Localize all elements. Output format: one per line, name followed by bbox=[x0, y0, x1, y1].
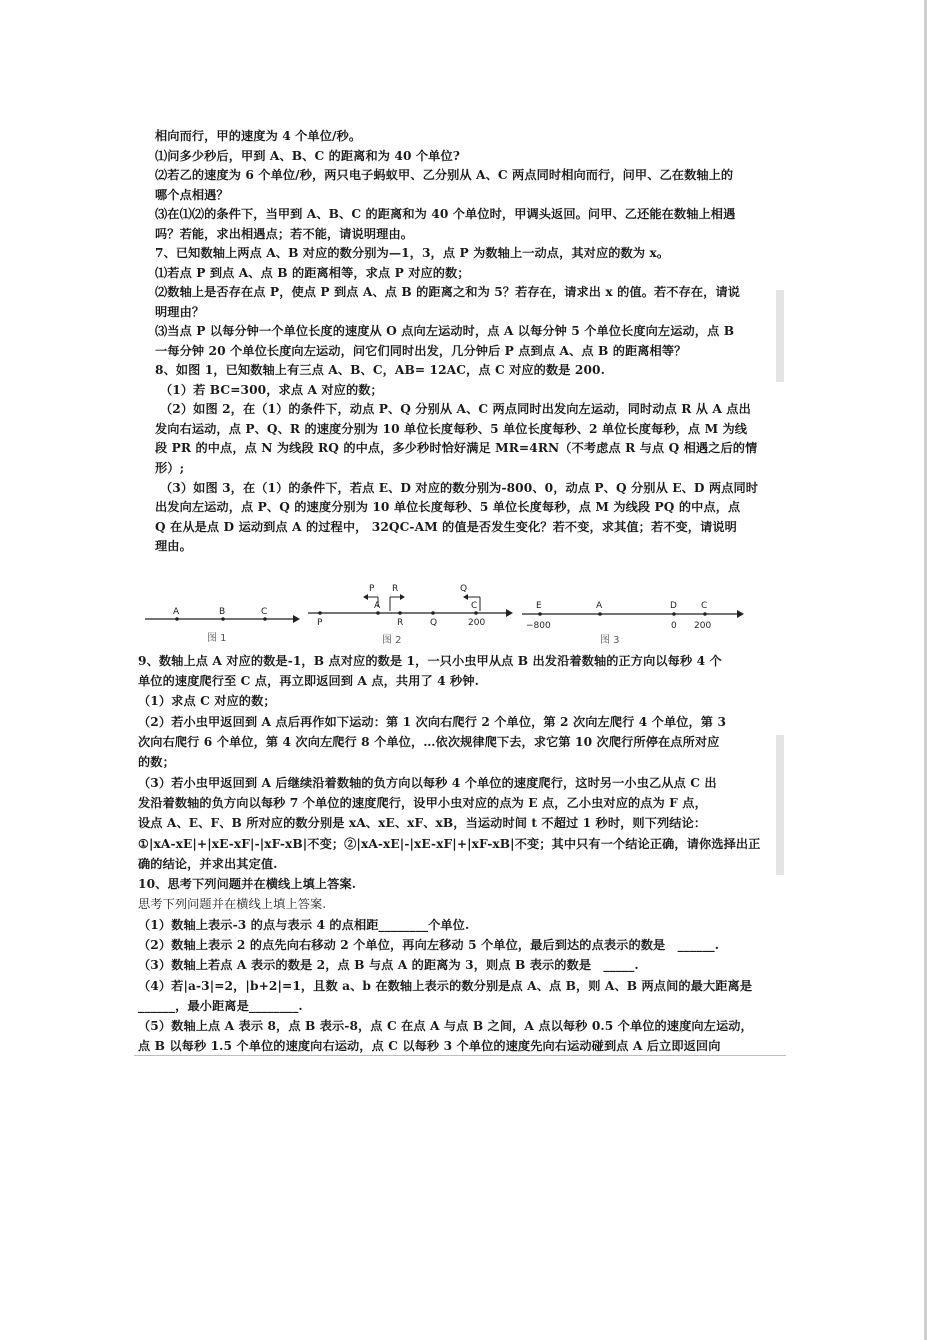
text-line: 哪个点相遇？ bbox=[155, 188, 229, 202]
label-minus-800: −800 bbox=[526, 621, 551, 631]
text-line: （4）若|a-3|=2，|b+2|=1，且数 a、b 在数轴上表示的数分别是点 A、点 B，则 A、B 两点间的最大距离是 bbox=[138, 979, 753, 993]
text-line: 单位的速度爬行至 C 点，再立即返回到 A 点，共用了 4 秒钟. bbox=[138, 674, 479, 688]
text-line: ⑶在⑴⑵的条件下，当甲到 A、B、C 的距离和为 40 个单位时，甲调头返回。问甲、乙还能在数轴上相遇 bbox=[155, 207, 736, 221]
divider bbox=[134, 1055, 786, 1056]
label-r: R bbox=[397, 618, 404, 628]
label-p-arrow: P bbox=[369, 584, 375, 594]
text-line: 点 B 以每秒 1.5 个单位的速度向右运动，点 C 以每秒 3 个单位的速度先向右运动碰到点 A 后立即返回向 bbox=[138, 1039, 721, 1053]
point-a bbox=[376, 611, 380, 615]
text-line: （1）求点 C 对应的数； bbox=[138, 694, 276, 708]
text-line: 一每分钟 20 个单位长度向左运动，问它们同时出发，几分钟后 P 点到点 A、点 B 的距离相等？ bbox=[155, 344, 687, 358]
text-line: （2）若小虫甲返回到 A 点后再作如下运动：第 1 次向右爬行 2 个单位，第 2 次向左爬行 4 个单位，第 3 bbox=[138, 715, 727, 729]
text-line: （3）若小虫甲返回到 A 后继续沿着数轴的负方向以每秒 4 个单位的速度爬行，这时另一小虫乙从点 C 出 bbox=[138, 776, 717, 790]
point-c bbox=[703, 612, 707, 616]
text-line: （3）如图 3，在（1）的条件下，若点 E、D 对应的数分别为-800、0，动点 P、Q 分别从 E、D 两点同时 bbox=[160, 481, 759, 495]
label-b: B bbox=[219, 607, 226, 617]
text-line: 8、如图 1，已知数轴上有三点 A、B、C，AB= 12AC，点 C 对应的数是 200. bbox=[155, 363, 605, 377]
text-line: 形）; bbox=[155, 461, 185, 475]
text-line: （2）数轴上表示 2 的点先向右移动 2 个单位，再向左移动 5 个单位，最后到达的点表示的数是 ______. bbox=[138, 938, 720, 952]
text-line: 发向右运动，点 P、Q、R 的速度分别为 10 单位长度每秒、5 单位长度每秒、2 单位长度每秒，点 M 为线 bbox=[155, 422, 748, 436]
text-line: （1）若 BC=300，求点 A 对应的数； bbox=[160, 383, 383, 397]
text-line: 相向而行，甲的速度为 4 个单位/秒。 bbox=[155, 129, 362, 143]
label-c: C bbox=[471, 601, 478, 611]
text-line: ⑵若乙的速度为 6 个单位/秒，两只电子蚂蚁甲、乙分别从 A、C 两点同时相向而行，问甲、乙在数轴上的 bbox=[155, 168, 734, 182]
text-line: 明理由？ bbox=[155, 305, 205, 319]
text-line: 9、数轴上点 A 对应的数是-1，B 点对应的数是 1，一只小虫甲从点 B 出发沿着数轴的正方向以每秒 4 个 bbox=[138, 654, 722, 668]
label-200: 200 bbox=[468, 618, 486, 628]
point-c bbox=[263, 617, 267, 621]
point-a bbox=[175, 617, 179, 621]
label-e: E bbox=[536, 601, 542, 611]
text-line: （2）如图 2，在（1）的条件下，动点 P、Q 分别从 A、C 两点同时出发向左运动，同时动点 R 从 A 点出 bbox=[160, 402, 751, 416]
point-r bbox=[398, 611, 402, 615]
text-line: ⑴问多少秒后，甲到 A、B、C 的距离和为 40 个单位? bbox=[155, 149, 460, 163]
text-line: （1）数轴上表示-3 的点与表示 4 的点相距________个单位. bbox=[138, 918, 470, 932]
text-line: 思考下列问题并在横线上填上答案. bbox=[138, 897, 327, 911]
text-line: 的数； bbox=[138, 755, 175, 769]
text-line: 理由。 bbox=[155, 539, 192, 553]
point-q bbox=[431, 611, 435, 615]
figure-caption: 图 2 bbox=[382, 635, 402, 646]
text-line: ⑶当点 P 以每分钟一个单位长度的速度从 O 点向左运动时，点 A 以每分钟 5 个单位长度向左运动，点 B bbox=[155, 324, 735, 338]
text-line: ①|xA-xE|+|xE-xF|-|xF-xB|不变；②|xA-xE|-|xE-xF|+|xF-xB|不变；其中只有一个结论正确，请你选择出正 bbox=[138, 837, 761, 851]
scroll-marker bbox=[776, 290, 784, 382]
label-0: 0 bbox=[671, 621, 677, 631]
text-line: 吗？若能，求出相遇点；若不能，请说明理由。 bbox=[155, 227, 414, 241]
label-q-arrow: Q bbox=[460, 584, 468, 594]
text-line: ⑴若点 P 到点 A、点 B 的距离相等，求点 P 对应的数； bbox=[155, 266, 470, 280]
text-line: ______，最小距离是________. bbox=[138, 999, 303, 1013]
point-b bbox=[221, 617, 225, 621]
point-e bbox=[538, 612, 542, 616]
label-q: Q bbox=[430, 618, 438, 628]
text-line: 10、思考下列问题并在横线上填上答案. bbox=[138, 877, 357, 891]
figure-caption: 图 3 bbox=[600, 635, 620, 646]
text-line: 设点 A、E、F、B 所对应的数分别是 xA、xE、xF、xB，当运动时间 t 不超过 1 秒时，则下列结论： bbox=[138, 816, 707, 830]
point-p bbox=[318, 611, 322, 615]
page-edge bbox=[924, 0, 927, 1340]
text-line: 段 PR 的中点，点 N 为线段 RQ 的中点，多少秒时恰好满足 MR=4RN（不考虑点 R 与点 Q 相遇之后的情 bbox=[155, 441, 758, 455]
text-line: ⑵数轴上是否存在点 P，使点 P 到点 A、点 B 的距离之和为 5？若存在，请求出 x 的值。若不存在，请说 bbox=[155, 285, 741, 299]
figure-3-number-line bbox=[522, 577, 744, 647]
label-c: C bbox=[701, 601, 708, 611]
text-line: Q 在从是点 D 运动到点 A 的过程中， 32QC-AM 的值是否发生变化？若不变，求其值；若不变，请说明 bbox=[155, 520, 737, 534]
text-line: 确的结论，并求出其定值. bbox=[138, 857, 278, 871]
text-line: （3）数轴上若点 A 表示的数是 2，点 B 与点 A 的距离为 3，则点 B 表示的数是 _____. bbox=[138, 958, 639, 972]
scroll-marker bbox=[776, 735, 784, 875]
label-200: 200 bbox=[694, 621, 712, 631]
point-d bbox=[672, 612, 676, 616]
label-d: D bbox=[670, 601, 677, 611]
label-a: A bbox=[173, 607, 180, 617]
label-a: A bbox=[374, 601, 381, 611]
text-line: 出发向左运动，点 P、Q 的速度分别为 10 单位长度每秒、5 单位长度每秒，点 M 为线段 PQ 的中点，点 bbox=[155, 500, 741, 514]
figure-1-number-line bbox=[145, 577, 300, 647]
point-c bbox=[474, 611, 478, 615]
figure-2-number-line bbox=[308, 577, 513, 647]
text-line: 7、已知数轴上两点 A、B 对应的数分别为—1，3，点 P 为数轴上一动点，其对应的数为 x。 bbox=[155, 246, 670, 260]
figure-caption: 图 1 bbox=[207, 633, 227, 644]
label-p: P bbox=[317, 618, 323, 628]
text-line: 次向右爬行 6 个单位，第 4 次向左爬行 8 个单位，…依次规律爬下去，求它第 10 次爬行所停在点所对应 bbox=[138, 735, 720, 749]
label-c: C bbox=[261, 607, 268, 617]
point-a bbox=[598, 612, 602, 616]
text-line: （5）数轴上点 A 表示 8，点 B 表示-8，点 C 在点 A 与点 B 之间，A 点以每秒 0.5 个单位的速度向左运动， bbox=[138, 1019, 753, 1033]
label-r-arrow: R bbox=[392, 584, 399, 594]
text-line: 发沿着数轴的负方向以每秒 7 个单位的速度爬行，设甲小虫对应的点为 E 点，乙小虫对应的点为 F 点， bbox=[138, 796, 707, 810]
label-a: A bbox=[596, 601, 603, 611]
